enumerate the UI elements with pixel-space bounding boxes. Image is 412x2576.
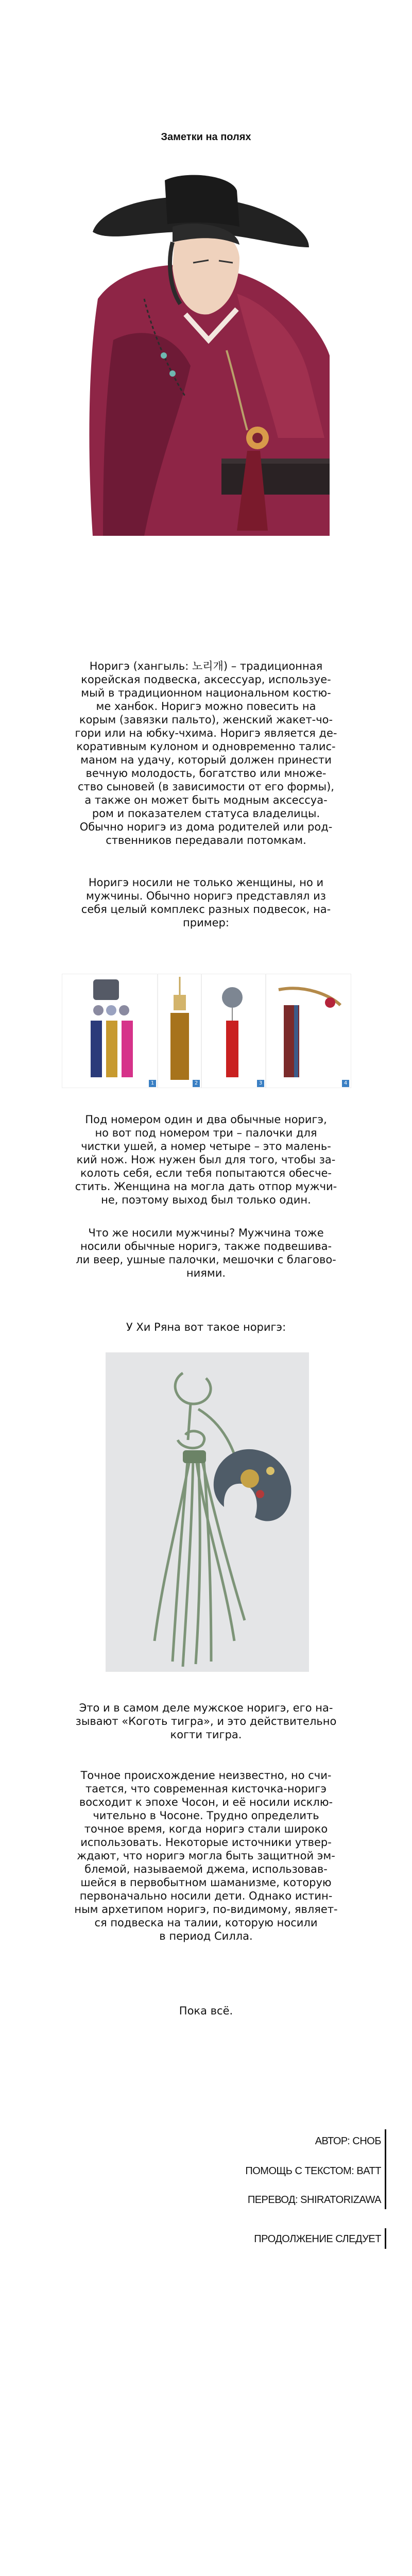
paragraph-origin: Точное происхождение неизвестно, но счи- тается, что современная кисточка-норигэ восходит к эпохе Чосон, и её носили исклю- чительно в Чосоне. Трудно определить точное время, когда норигэ стали широко использовать. Некоторые источники утвер- ждают, что норигэ могла быть защитной эм- блемой, называемой джема, использовав- шейся в первобытном шаманизме, которую первоначально носили дети. Однако истин- ным архетипом норигэ, по-видимому, являет- ся подвеска на талии, которую носили в период Силла. [74,1769,338,1942]
panel-number-badge: 2 [193,1080,200,1087]
credit-text-help: ПОМОЩЬ С ТЕКСТОМ: BATT [245,2165,381,2177]
continued-divider [385,2228,386,2249]
norigae-examples-artwork [62,974,351,1088]
to-be-continued: ПРОДОЛЖЕНИЕ СЛЕДУЕТ [254,2233,381,2245]
character-illustration [82,170,330,536]
paragraph-norigae-definition: Норигэ (хангыль: 노리개) – традиционная корейская подвеска, аксессуар, используе- мый в традиционном национальном костю- ме ханбок. Норигэ можно повесить на корым (завязки пальто), женский жакет-чо- гори или на юбку-чхима. Норигэ является де- коративным кулоном и одновременно талис- маном на удачу, который должен принести вечную молодость, богатство или множе- ство сыновей (в зависимости от его формы), а также он может быть модным аксессуа- ром и показателем статуса владелицы. Обычно норигэ из дома родителей или род- ственников передавали потомкам. [75,660,337,846]
panel-number-badge: 3 [257,1080,264,1087]
tiger-claw-artwork [106,1352,309,1672]
paragraph-closing: Пока всё. [179,2005,233,2017]
character-artwork [82,170,330,536]
credits-block [196,2136,381,2264]
paragraph-numbers-explanation: Под номером один и два обычные норигэ, но вот под номером три – палочки для чистки ушей, а номер четыре – это малень- кий нож. Нож нужен был для того, чтобы за- колоть себя, если тебя попытаются обесче- стить. Женщина на могла дать отпор мужчи- не, поэтому выход был только один. [75,1113,337,1206]
credits-divider [385,2129,386,2209]
panel-number-badge: 1 [149,1080,156,1087]
credit-translation: ПЕРЕВОД: SHIRATORIZAWA [247,2194,381,2206]
norigae-examples-figure [62,974,351,1088]
paragraph-hee-ryang-norigae: У Хи Ряна вот такое норигэ: [126,1321,286,1333]
panel-number-badge: 4 [342,1080,349,1087]
paragraph-tiger-claw: Это и в самом деле мужское норигэ, его на- зывают «Коготь тигра», и это действительно когти тигра. [75,1702,337,1741]
paragraph-what-men-wore: Что же носили мужчины? Мужчина тоже носили обычные норигэ, также подвешива- ли веер, ушные палочки, мешочки с благово- ниями. [76,1227,336,1279]
tiger-claw-norigae-photo [106,1352,309,1672]
credit-author: АВТОР: СНОБ [315,2136,381,2147]
paragraph-men-wore-norigae: Норигэ носили не только женщины, но и мужчины. Обычно норигэ представлял из себя целый комплекс разных подвесок, на- пример: [81,876,331,929]
page-title: Заметки на полях [161,131,251,143]
